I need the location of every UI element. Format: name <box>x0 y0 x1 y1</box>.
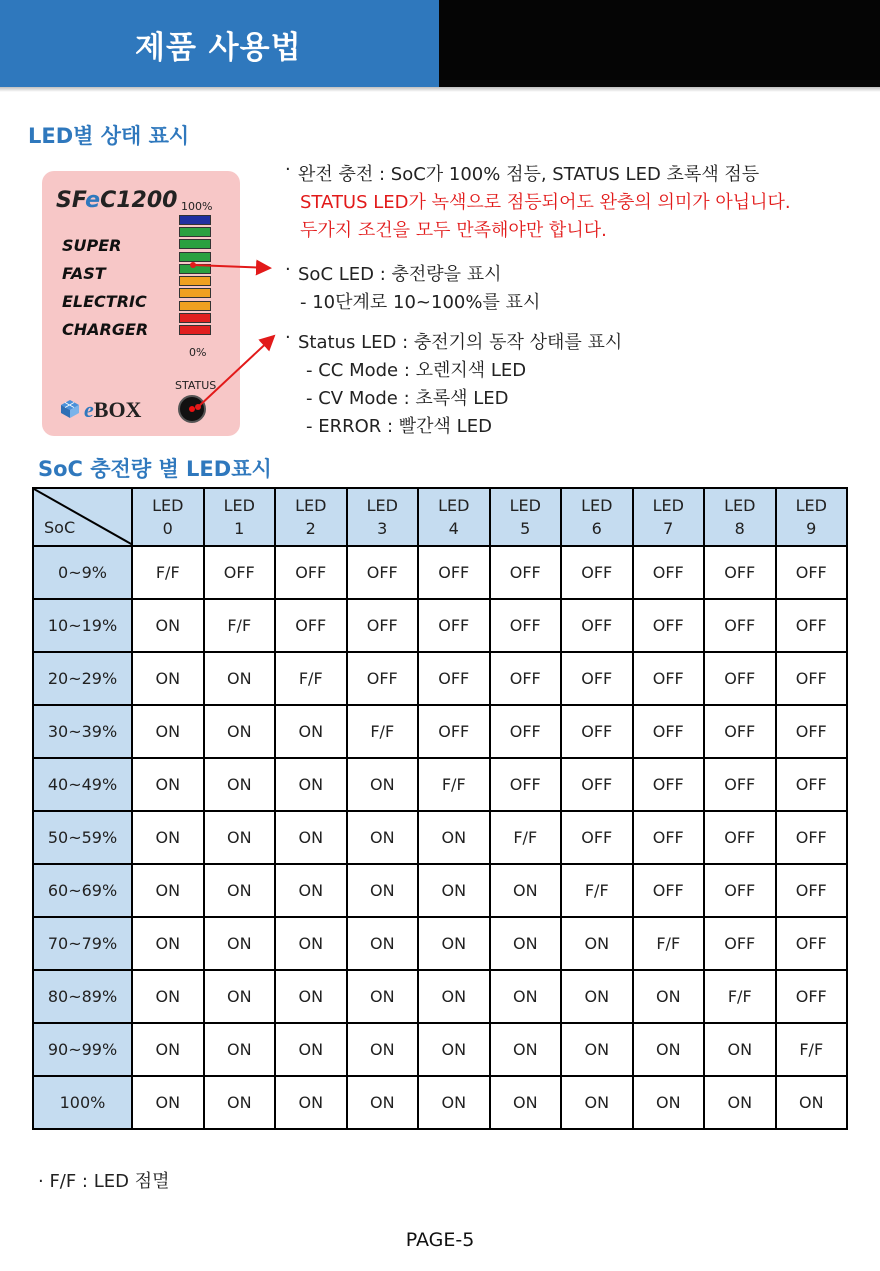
led-state-cell: ON <box>633 970 705 1023</box>
footnote: · F/F : LED 점멸 <box>38 1171 170 1192</box>
row-header-soc: 0~9% <box>33 546 132 599</box>
row-header-soc: 50~59% <box>33 811 132 864</box>
led-state-cell: ON <box>132 652 204 705</box>
column-header <box>204 488 276 546</box>
status-arrow <box>198 336 274 407</box>
led-state-cell: OFF <box>418 599 490 652</box>
led-state-cell: ON <box>347 811 419 864</box>
column-header-index: 0 <box>162 519 173 538</box>
led-state-cell: ON <box>776 1076 848 1129</box>
led-state-cell: ON <box>132 1076 204 1129</box>
column-header-index: 6 <box>591 519 602 538</box>
bullet-icon: · <box>285 259 291 280</box>
led-state-cell: ON <box>418 1023 490 1076</box>
column-header-label: LED <box>438 496 470 515</box>
row-header-soc: 40~49% <box>33 758 132 811</box>
led-state-cell: OFF <box>561 705 633 758</box>
led-state-cell: OFF <box>490 758 562 811</box>
led-state-cell: OFF <box>633 811 705 864</box>
table-row <box>33 599 847 652</box>
led-state-cell: ON <box>204 917 276 970</box>
row-header-soc: 90~99% <box>33 1023 132 1076</box>
column-header-label: LED <box>581 496 613 515</box>
led-state-cell: ON <box>347 758 419 811</box>
led-state-cell: ON <box>275 811 347 864</box>
column-header-label: LED <box>295 496 327 515</box>
led-state-cell: ON <box>418 970 490 1023</box>
column-header <box>347 488 419 546</box>
column-header-label: LED <box>652 496 684 515</box>
led-state-cell: ON <box>704 1076 776 1129</box>
led-state-cell: OFF <box>633 546 705 599</box>
column-header-label: LED <box>366 496 398 515</box>
soc-arrow <box>193 265 270 268</box>
led-0-label: 0% <box>189 346 207 359</box>
led-state-cell: OFF <box>561 811 633 864</box>
tagline-line: ELECTRIC <box>62 292 147 311</box>
row-header-soc: 10~19% <box>33 599 132 652</box>
led-state-cell: OFF <box>704 599 776 652</box>
led-state-cell: ON <box>132 970 204 1023</box>
led-state-cell: ON <box>132 864 204 917</box>
note-full-charge: 완전 충전 : SoC가 100% 점등, STATUS LED 초록색 점등 <box>298 164 760 185</box>
led-state-cell: ON <box>204 1076 276 1129</box>
led-state-cell: OFF <box>776 705 848 758</box>
note-warning-1: STATUS LED가 녹색으로 점등되어도 완충의 의미가 아닙니다. <box>300 192 791 213</box>
column-header-index: 1 <box>234 519 245 538</box>
led-state-cell: ON <box>633 1076 705 1129</box>
column-header <box>132 488 204 546</box>
led-state-cell: OFF <box>633 758 705 811</box>
led-state-cell: F/F <box>561 864 633 917</box>
led-state-cell: ON <box>347 1023 419 1076</box>
column-header <box>704 488 776 546</box>
table-row <box>33 652 847 705</box>
led-state-cell: OFF <box>347 599 419 652</box>
led-state-cell: F/F <box>275 652 347 705</box>
tagline-line: SUPER <box>62 236 122 255</box>
note-cc-mode: - CC Mode : 오렌지색 LED <box>306 360 527 381</box>
led-state-cell: OFF <box>776 758 848 811</box>
led-state-cell: OFF <box>704 758 776 811</box>
column-header-index: 2 <box>305 519 316 538</box>
led-state-cell: OFF <box>633 705 705 758</box>
led-state-cell: F/F <box>347 705 419 758</box>
table-row <box>33 970 847 1023</box>
led-state-cell: ON <box>132 811 204 864</box>
note-error: - ERROR : 빨간색 LED <box>306 416 492 437</box>
led-state-cell: ON <box>275 970 347 1023</box>
led-state-cell: ON <box>490 917 562 970</box>
led-state-cell: F/F <box>204 599 276 652</box>
led-state-cell: ON <box>275 917 347 970</box>
table-row <box>33 758 847 811</box>
led-state-cell: ON <box>490 1023 562 1076</box>
tagline-line: FAST <box>62 264 106 283</box>
tagline-line: CHARGER <box>62 320 149 339</box>
led-state-cell: ON <box>418 917 490 970</box>
note-warning-2: 두가지 조건을 모두 만족해야만 합니다. <box>300 220 607 241</box>
led-state-cell: OFF <box>704 811 776 864</box>
note-soc-led: SoC LED : 충전량을 표시 <box>298 264 502 285</box>
column-header <box>633 488 705 546</box>
led-state-cell: OFF <box>418 705 490 758</box>
led-state-cell: OFF <box>776 546 848 599</box>
column-header <box>776 488 848 546</box>
led-state-cell: ON <box>204 970 276 1023</box>
led-state-cell: ON <box>204 1023 276 1076</box>
led-state-cell: OFF <box>704 546 776 599</box>
led-state-cell: OFF <box>561 599 633 652</box>
led-state-cell: OFF <box>633 652 705 705</box>
led-state-cell: ON <box>132 599 204 652</box>
led-state-cell: ON <box>275 758 347 811</box>
column-header-label: LED <box>795 496 827 515</box>
led-state-cell: ON <box>347 864 419 917</box>
led-state-cell: OFF <box>704 705 776 758</box>
section-title-led-status: LED별 상태 표시 <box>28 124 190 148</box>
column-header-label: LED <box>223 496 255 515</box>
column-header <box>490 488 562 546</box>
table-row <box>33 811 847 864</box>
corner-label: SoC <box>44 518 76 537</box>
led-state-cell: OFF <box>490 705 562 758</box>
led-state-cell: ON <box>347 917 419 970</box>
led-state-cell: ON <box>132 917 204 970</box>
led-state-cell: ON <box>633 1023 705 1076</box>
led-state-cell: ON <box>418 811 490 864</box>
led-state-cell: ON <box>418 864 490 917</box>
led-state-cell: ON <box>204 811 276 864</box>
led-state-cell: ON <box>490 970 562 1023</box>
led-state-cell: ON <box>275 864 347 917</box>
led-state-cell: OFF <box>776 599 848 652</box>
led-state-cell: OFF <box>704 864 776 917</box>
led-state-cell: ON <box>204 864 276 917</box>
table-row <box>33 1023 847 1076</box>
led-state-cell: OFF <box>776 864 848 917</box>
table-row <box>33 705 847 758</box>
column-header <box>418 488 490 546</box>
led-state-cell: OFF <box>561 758 633 811</box>
device-brand: SFeC1200 <box>56 188 178 213</box>
section-title-soc-led: SoC 충전량 별 LED표시 <box>38 457 272 481</box>
led-state-cell: OFF <box>347 546 419 599</box>
bullet-icon: · <box>285 159 291 180</box>
led-state-cell: F/F <box>633 917 705 970</box>
led-state-cell: OFF <box>633 864 705 917</box>
row-header-soc: 80~89% <box>33 970 132 1023</box>
column-header-index: 9 <box>806 519 817 538</box>
table-row <box>33 917 847 970</box>
note-status-led: Status LED : 충전기의 동작 상태를 표시 <box>298 332 623 353</box>
column-header-index: 3 <box>377 519 388 538</box>
row-header-soc: 30~39% <box>33 705 132 758</box>
column-header-index: 7 <box>663 519 674 538</box>
led-state-cell: F/F <box>490 811 562 864</box>
table-corner-cell <box>33 488 132 546</box>
led-state-cell: F/F <box>704 970 776 1023</box>
led-state-cell: F/F <box>776 1023 848 1076</box>
led-state-cell: ON <box>561 970 633 1023</box>
led-state-cell: OFF <box>275 599 347 652</box>
led-state-cell: F/F <box>132 546 204 599</box>
column-header <box>561 488 633 546</box>
led-state-cell: OFF <box>204 546 276 599</box>
column-header-index: 4 <box>448 519 459 538</box>
led-state-cell: OFF <box>490 652 562 705</box>
table-row <box>33 864 847 917</box>
led-state-cell: OFF <box>776 917 848 970</box>
led-state-cell: ON <box>132 758 204 811</box>
row-header-soc: 60~69% <box>33 864 132 917</box>
led-state-cell: OFF <box>776 970 848 1023</box>
led-state-cell: ON <box>204 705 276 758</box>
led-state-cell: ON <box>347 1076 419 1129</box>
led-state-cell: ON <box>132 705 204 758</box>
led-state-cell: OFF <box>490 546 562 599</box>
led-state-cell: ON <box>204 652 276 705</box>
led-state-cell: ON <box>418 1076 490 1129</box>
led-state-cell: OFF <box>418 546 490 599</box>
table-row <box>33 1076 847 1129</box>
table-header-row <box>33 488 847 546</box>
note-cv-mode: - CV Mode : 초록색 LED <box>306 388 509 409</box>
page-title: 제품 사용법 <box>135 30 302 66</box>
led-state-cell: ON <box>561 1076 633 1129</box>
row-header-soc: 20~29% <box>33 652 132 705</box>
led-state-cell: OFF <box>561 652 633 705</box>
column-header-label: LED <box>509 496 541 515</box>
column-header-index: 8 <box>734 519 745 538</box>
led-state-cell: OFF <box>776 652 848 705</box>
led-state-cell: OFF <box>490 599 562 652</box>
status-label: STATUS <box>175 379 217 392</box>
led-state-cell: ON <box>490 864 562 917</box>
led-state-cell: ON <box>347 970 419 1023</box>
column-header <box>275 488 347 546</box>
led-state-cell: OFF <box>418 652 490 705</box>
page-number: PAGE-5 <box>405 1229 475 1251</box>
led-state-cell: ON <box>275 1023 347 1076</box>
soc-led-table <box>32 487 848 1130</box>
led-state-cell: OFF <box>704 917 776 970</box>
led-state-cell: OFF <box>347 652 419 705</box>
table-row <box>33 546 847 599</box>
column-header-label: LED <box>152 496 184 515</box>
led-state-cell: OFF <box>275 546 347 599</box>
bullet-icon: · <box>285 327 291 348</box>
note-soc-led-sub: - 10단계로 10~100%를 표시 <box>300 292 541 313</box>
led-state-cell: ON <box>204 758 276 811</box>
led-state-cell: OFF <box>633 599 705 652</box>
column-header-index: 5 <box>520 519 531 538</box>
row-header-soc: 70~79% <box>33 917 132 970</box>
led-100-label: 100% <box>181 200 213 213</box>
led-state-cell: ON <box>132 1023 204 1076</box>
led-state-cell: ON <box>561 917 633 970</box>
led-state-cell: ON <box>490 1076 562 1129</box>
led-state-cell: OFF <box>561 546 633 599</box>
column-header-label: LED <box>724 496 756 515</box>
led-state-cell: ON <box>561 1023 633 1076</box>
led-state-cell: OFF <box>776 811 848 864</box>
led-state-cell: ON <box>704 1023 776 1076</box>
led-state-cell: OFF <box>704 652 776 705</box>
row-header-soc: 100% <box>33 1076 132 1129</box>
ebox-logo: eBOX <box>84 397 142 422</box>
led-state-cell: ON <box>275 705 347 758</box>
led-state-cell: F/F <box>418 758 490 811</box>
led-state-cell: ON <box>275 1076 347 1129</box>
